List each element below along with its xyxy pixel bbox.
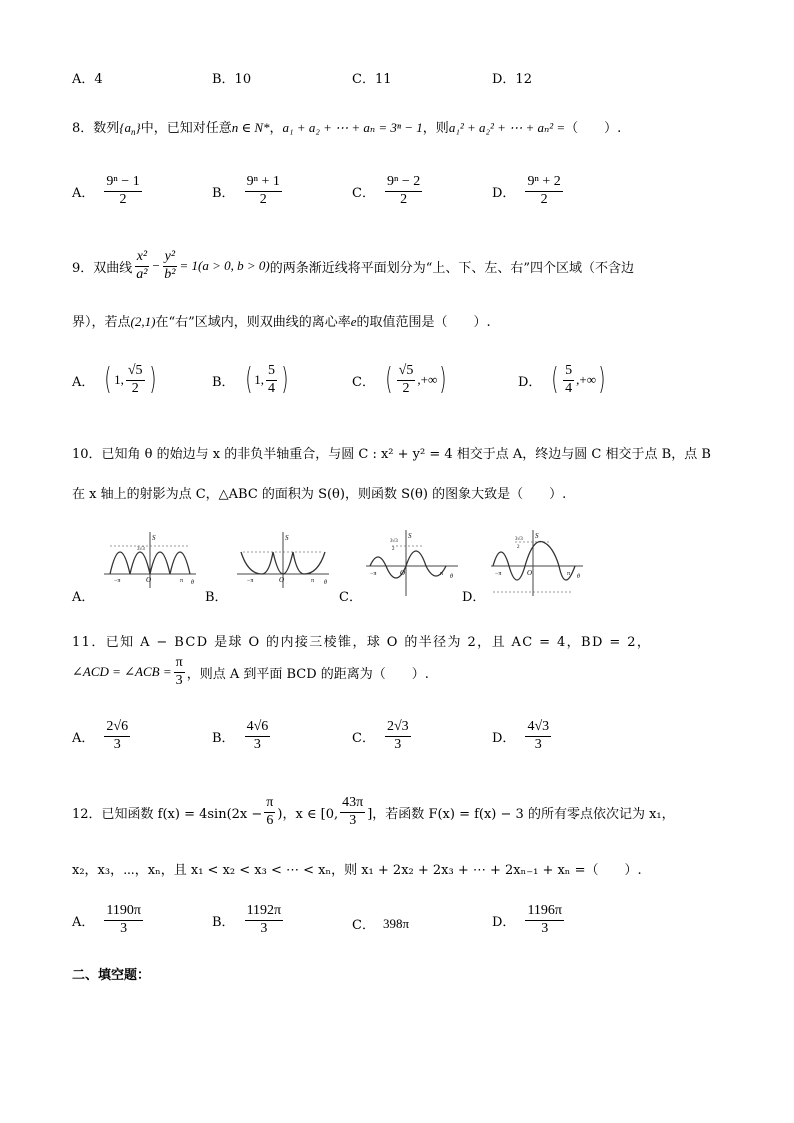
svg-text:S: S bbox=[152, 534, 156, 542]
svg-text:S: S bbox=[408, 532, 412, 540]
svg-text:2: 2 bbox=[517, 545, 520, 550]
q12-option-c: C． 398π bbox=[352, 915, 410, 933]
q9-option-a: A． ( 1, $\frac{√5}{2}$ ) bbox=[72, 362, 156, 398]
svg-text:θ: θ bbox=[577, 574, 580, 580]
q10-option-b-label: B． bbox=[205, 590, 228, 605]
q8-option-a: A． $\frac{\text{9ⁿ − 1}}{2}$ bbox=[72, 174, 140, 207]
svg-text:π: π bbox=[440, 571, 444, 577]
q10-graph-a bbox=[100, 530, 200, 590]
q7-option-a: A．4 bbox=[72, 72, 103, 87]
q12-option-a: A． $\frac{1190\pi}{3}$ bbox=[72, 903, 141, 936]
svg-text:2: 2 bbox=[392, 547, 395, 552]
q9-option-d: D． ( $\frac{5}{4}$ ,+∞ ) bbox=[518, 362, 606, 398]
q7-option-d: D．12 bbox=[492, 72, 532, 87]
q8-option-d: D． $\frac{\text{9ⁿ + 2}}{2}$ bbox=[492, 174, 561, 207]
svg-text:O: O bbox=[146, 576, 152, 584]
q10-graph-c bbox=[362, 528, 462, 598]
q11-option-b: B． $\frac{4√6}{3}$ bbox=[212, 719, 269, 752]
svg-text:S: S bbox=[535, 532, 539, 540]
svg-text:θ: θ bbox=[324, 580, 327, 586]
svg-text:3√3: 3√3 bbox=[137, 547, 145, 552]
q12-option-b: B． $\frac{1192\pi}{3}$ bbox=[212, 903, 282, 936]
svg-text:θ: θ bbox=[191, 580, 194, 586]
q7-option-b: B．10 bbox=[212, 72, 252, 87]
q8-option-c: C． $\frac{\text{9ⁿ − 2}}{2}$ bbox=[352, 174, 421, 207]
svg-text:−π: −π bbox=[247, 578, 254, 584]
q7-option-c: C．11 bbox=[352, 72, 392, 87]
q9-stem-line1: 9． 双曲线 $\frac{\text{x²}}{\text{a²}}$ − $\frac{\text{y²}}{\text{b²}}$ = 1(a > 0, b > 0) 的两条渐近线将平面划分为“上、下、左、右”四个区域（不含边 bbox=[72, 249, 635, 282]
q10-stem-line2: 在 x 轴上的射影为点 C，△ABC 的面积为 S(θ)，则函数 S(θ) 的图象大致是（ ）. bbox=[72, 487, 567, 502]
q9-option-b: B． ( 1, $\frac{5}{4}$ ) bbox=[212, 362, 289, 398]
q9-option-c: C． ( $\frac{√5}{2}$ ,+∞ ) bbox=[352, 362, 447, 398]
q12-stem-line1: 12．已知函数 f(x) = 4sin(2x − $\frac{\pi}{6}$ )，x ∈ [0, $\frac{43\pi}{3}$ ]，若函数 F(x) = f(x) − 3 的所有零点依次记为 x₁， bbox=[72, 795, 675, 828]
section-title-fill-in: 二、填空题： bbox=[72, 968, 151, 983]
svg-text:−π: −π bbox=[370, 571, 377, 577]
q12-stem-line2: x₂，x₃，⋯，xₙ，且 x₁ < x₂ < x₃ < ⋯ < xₙ，则 x₁ + 2x₂ + 2x₃ + ⋯ + 2xₙ₋₁ + xₙ =（ ）. bbox=[72, 863, 642, 878]
svg-text:θ: θ bbox=[450, 574, 453, 580]
q10-stem-line1: 10．已知角 θ 的始边与 x 的非负半轴重合，与圆 C : x² + y² = 4 相交于点 A，终边与圆 C 相交于点 B，点 B bbox=[72, 447, 711, 462]
q10-option-a-label: A． bbox=[72, 590, 95, 605]
q8-option-b: B． $\frac{\text{9ⁿ + 1}}{2}$ bbox=[212, 174, 280, 207]
svg-text:−π: −π bbox=[114, 578, 121, 584]
q9-stem-line2: 界），若点(2,1)在“右”区域内，则双曲线的离心率e的取值范围是（ ）. bbox=[72, 314, 491, 330]
q12-option-d: D． $\frac{1196\pi}{3}$ bbox=[492, 903, 562, 936]
svg-text:3√3: 3√3 bbox=[390, 539, 398, 544]
q11-stem-line1: 11．已知 A − BCD 是球 O 的内接三棱锥，球 O 的半径为 2，且 AC = 4，BD = 2， bbox=[72, 635, 652, 650]
svg-text:−π: −π bbox=[495, 571, 502, 577]
q11-option-c: C． $\frac{2√3}{3}$ bbox=[352, 719, 409, 752]
svg-text:π: π bbox=[311, 578, 315, 584]
svg-text:O: O bbox=[527, 569, 533, 577]
svg-text:S: S bbox=[285, 534, 289, 542]
q11-option-a: A． $\frac{2√6}{3}$ bbox=[72, 719, 129, 752]
svg-text:O: O bbox=[279, 576, 285, 584]
svg-text:3√3: 3√3 bbox=[515, 537, 523, 542]
svg-text:π: π bbox=[180, 578, 184, 584]
svg-text:π: π bbox=[567, 571, 571, 577]
q10-graph-b bbox=[233, 530, 333, 590]
q11-stem-line2: ∠ACD = ∠ACB = $\frac{\pi}{3}$ ，则点 A 到平面 BCD 的距离为（ ）. bbox=[72, 655, 429, 688]
q10-option-c-label: C． bbox=[339, 590, 362, 605]
q11-option-d: D． $\frac{4√3}{3}$ bbox=[492, 719, 550, 752]
svg-text:O: O bbox=[400, 569, 406, 577]
q8-stem: 8．数列$\{a_n\}$中，已知对任意n ∈ N*，a₁ + a₂ + ⋯ + aₙ = 3ⁿ − 1，则a₁² + a₂² + ⋯ + aₙ² =（ ）. bbox=[72, 120, 622, 137]
q10-graph-d bbox=[487, 528, 587, 598]
q10-option-d-label: D． bbox=[462, 590, 486, 605]
